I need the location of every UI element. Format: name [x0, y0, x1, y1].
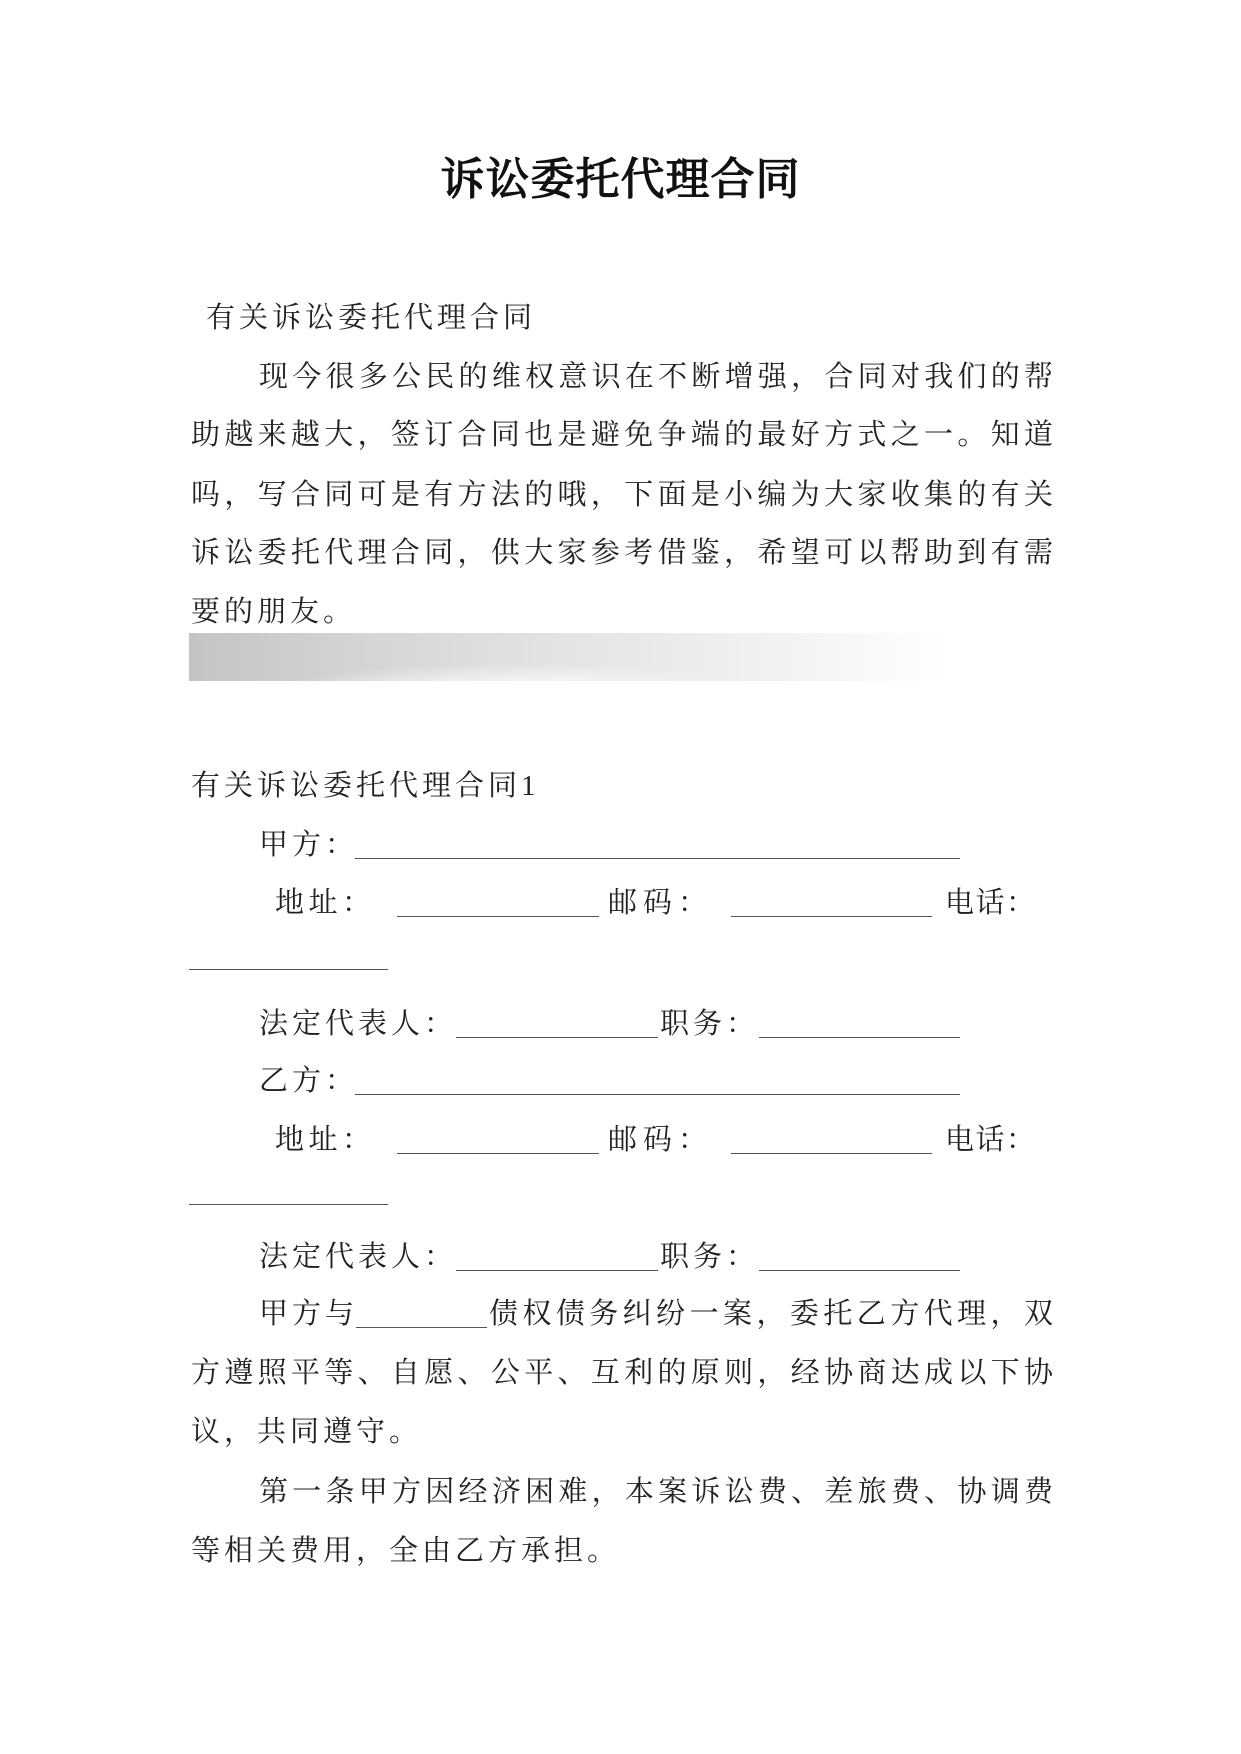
clause-line: 债权债务纠纷一案，委托乙方代理，双	[489, 1298, 1057, 1330]
party-a-address-row	[0, 883, 1241, 923]
party-a-blank	[355, 825, 960, 859]
photo-strip	[189, 633, 948, 681]
position-label: 职务：	[660, 1008, 760, 1040]
party-a-rep-row	[0, 1004, 1241, 1044]
party-a-label: 甲方：	[259, 829, 359, 861]
contract-heading: 有关诉讼委托代理合同1	[191, 770, 540, 802]
postcode-blank	[731, 883, 932, 917]
party-a-row	[0, 825, 1241, 865]
phone-blank	[189, 1204, 388, 1205]
article-1-line: 等相关费用，全由乙方承担。	[191, 1535, 621, 1567]
address-label: 地址：	[275, 887, 371, 919]
clause-line: 议，共同遵守。	[191, 1416, 423, 1448]
position-blank	[759, 1004, 960, 1038]
party-b-address-row	[0, 1120, 1241, 1160]
rep-blank	[456, 1004, 658, 1038]
address-blank	[397, 1120, 599, 1154]
postcode-blank	[731, 1120, 932, 1154]
intro-line: 诉讼委托代理合同，供大家参考借鉴，希望可以帮助到有需	[191, 537, 1057, 569]
intro-line: 助越来越大，签订合同也是避免争端的最好方式之一。知道	[191, 419, 1057, 451]
rep-blank	[456, 1237, 658, 1271]
phone-label: 电话：	[945, 1124, 1035, 1156]
phone-label: 电话：	[945, 887, 1035, 919]
intro-line: 吗，写合同可是有方法的哦，下面是小编为大家收集的有关	[191, 479, 1057, 511]
clause-intro-first-line	[0, 1294, 1241, 1334]
postcode-label: 邮码：	[608, 1124, 707, 1156]
rep-label: 法定代表人：	[259, 1008, 458, 1040]
clause-intro-prefix: 甲方与	[259, 1298, 359, 1330]
case-party-blank	[356, 1294, 487, 1328]
clause-line: 方遵照平等、自愿、公平、互利的原则，经协商达成以下协	[191, 1357, 1057, 1389]
intro-heading: 有关诉讼委托代理合同	[206, 302, 537, 334]
intro-line: 现今很多公民的维权意识在不断增强，合同对我们的帮	[259, 361, 1057, 393]
position-label: 职务：	[660, 1241, 760, 1273]
article-1-line: 第一条甲方因经济困难，本案诉讼费、差旅费、协调费	[259, 1476, 1057, 1508]
party-b-row	[0, 1061, 1241, 1101]
position-blank	[759, 1237, 960, 1271]
phone-blank	[189, 969, 388, 970]
address-label: 地址：	[275, 1124, 371, 1156]
party-b-rep-row	[0, 1237, 1241, 1277]
party-b-label: 乙方：	[259, 1065, 359, 1097]
intro-line: 要的朋友。	[191, 596, 357, 628]
postcode-label: 邮码：	[608, 887, 707, 919]
rep-label: 法定代表人：	[259, 1241, 458, 1273]
address-blank	[397, 883, 599, 917]
party-b-blank	[355, 1061, 960, 1095]
document-title: 诉讼委托代理合同	[440, 154, 801, 205]
